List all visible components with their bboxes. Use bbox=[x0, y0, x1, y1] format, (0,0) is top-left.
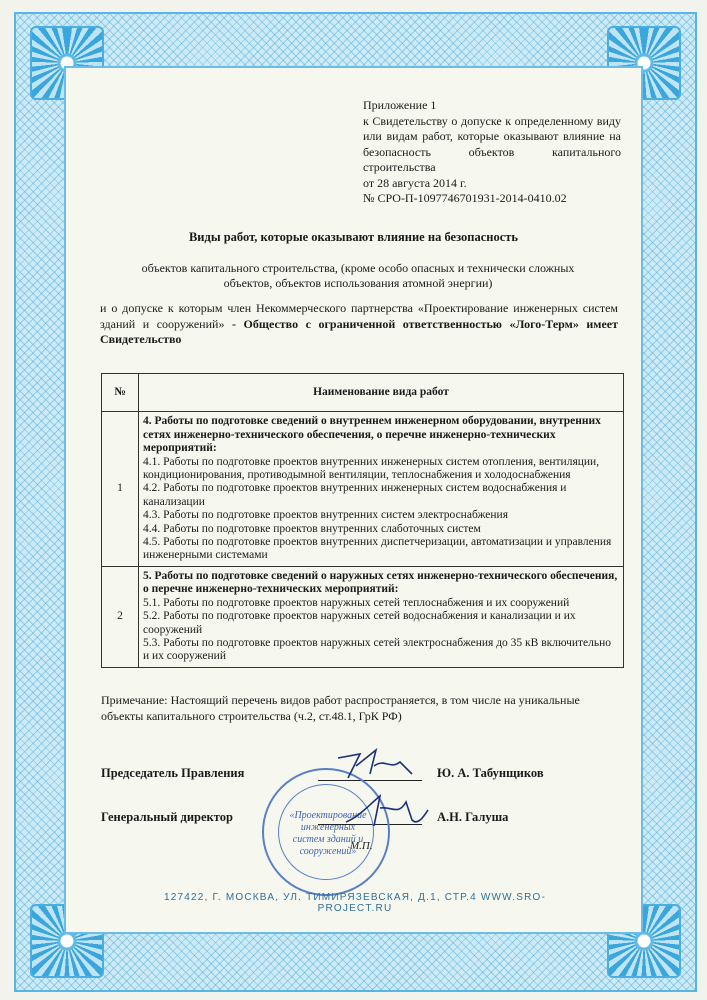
works-table bbox=[101, 373, 624, 668]
note-paragraph: Примечание: Настоящий перечень видов работ распространяется, в том числе на уникальные объекты капитального строительства (ч.2, ст.48.1, ГрК РФ) bbox=[101, 693, 580, 723]
row-number: 2 bbox=[102, 566, 139, 667]
intro-paragraph bbox=[100, 301, 618, 348]
work-item: 5.1. Работы по подготовке проектов наружных сетей теплоснабжения и их сооружений bbox=[143, 596, 570, 609]
work-item: 4.5. Работы по подготовке проектов внутренних диспетчеризации, автоматизации и управления инженерными системами bbox=[143, 536, 612, 562]
appendix-line1: Приложение 1 bbox=[363, 98, 437, 112]
footer-address: 127422, Г. МОСКВА, УЛ. ТИМИРЯЗЕВСКАЯ, Д.1, СТР.4 WWW.SRO-PROJECT.RU bbox=[163, 892, 547, 914]
header-work-name: Наименование вида работ bbox=[139, 374, 624, 412]
director-signature-icon bbox=[340, 786, 430, 836]
appendix-header bbox=[363, 98, 621, 207]
document-subtitle: объектов капитального строительства, (кроме особо опасных и технически сложных объектов, объектов использования атомной энергии) bbox=[141, 261, 575, 290]
header-number: № bbox=[102, 374, 139, 412]
work-item: 4.2. Работы по подготовке проектов внутренних инженерных систем водоснабжения и канализации bbox=[143, 482, 567, 508]
appendix-number: № СРО-П-1097746701931-2014-0410.02 bbox=[363, 191, 567, 205]
row-number: 1 bbox=[102, 412, 139, 566]
appendix-date: от 28 августа 2014 г. bbox=[363, 175, 467, 190]
stamp-mp-label: М.П. bbox=[350, 840, 373, 852]
table-row bbox=[102, 566, 624, 667]
intro-bold: - Общество с ограниченной ответственностью «Лого-Терм» имеет Свидетельство bbox=[100, 316, 619, 346]
document-title: Виды работ, которые оказывают влияние на безопасность bbox=[188, 230, 519, 244]
work-group-heading: 5. Работы по подготовке сведений о наружных сетях инженерно-технического обеспечения, о перечне инженерно-технических мероприятий: bbox=[143, 569, 618, 596]
chairman-name: Ю. А. Табунщиков bbox=[437, 766, 544, 780]
work-item: 4.4. Работы по подготовке проектов внутренних слаботочных систем bbox=[143, 522, 481, 535]
work-group-heading: 4. Работы по подготовке сведений о внутреннем инженерном оборудовании, внутренних сетях инженерно-технического обеспечения, о перечне инженерно-технических мероприятий: bbox=[143, 415, 601, 455]
stamp-text: «Проектирование инженерных систем зданий и сооружений» bbox=[289, 810, 367, 857]
appendix-line2: к Свидетельству о допуске к определенному виду или видам работ, которые оказывают влияние на безопасность объектов капитального строительства bbox=[363, 113, 621, 174]
row-content bbox=[139, 566, 624, 667]
table-header-row bbox=[102, 374, 624, 412]
chairman-role: Председатель Правления bbox=[101, 766, 245, 780]
work-item: 5.3. Работы по подготовке проектов наружных сетей электроснабжения до 35 кВ включительно и их сооружений bbox=[143, 636, 612, 663]
table-row bbox=[102, 412, 624, 566]
work-item: 4.3. Работы по подготовке проектов внутренних систем электроснабжения bbox=[143, 509, 509, 522]
work-item: 4.1. Работы по подготовке проектов внутренних инженерных систем отопления, вентиляции, кондиционирования, противодымной вентиляции, теплоснабжения и холодоснабжения bbox=[143, 455, 600, 482]
work-item: 5.2. Работы по подготовке проектов наружных сетей водоснабжения и канализации и их сооружений bbox=[143, 610, 576, 636]
director-name: А.Н. Галуша bbox=[437, 810, 509, 824]
intro-plain: и о допуске к которым член Некоммерческого партнерства «Проектирование инженерных систем зданий и сооружений» bbox=[100, 301, 618, 331]
director-role: Генеральный директор bbox=[101, 810, 233, 824]
chairman-signature-icon bbox=[330, 744, 420, 784]
row-content bbox=[139, 412, 624, 566]
